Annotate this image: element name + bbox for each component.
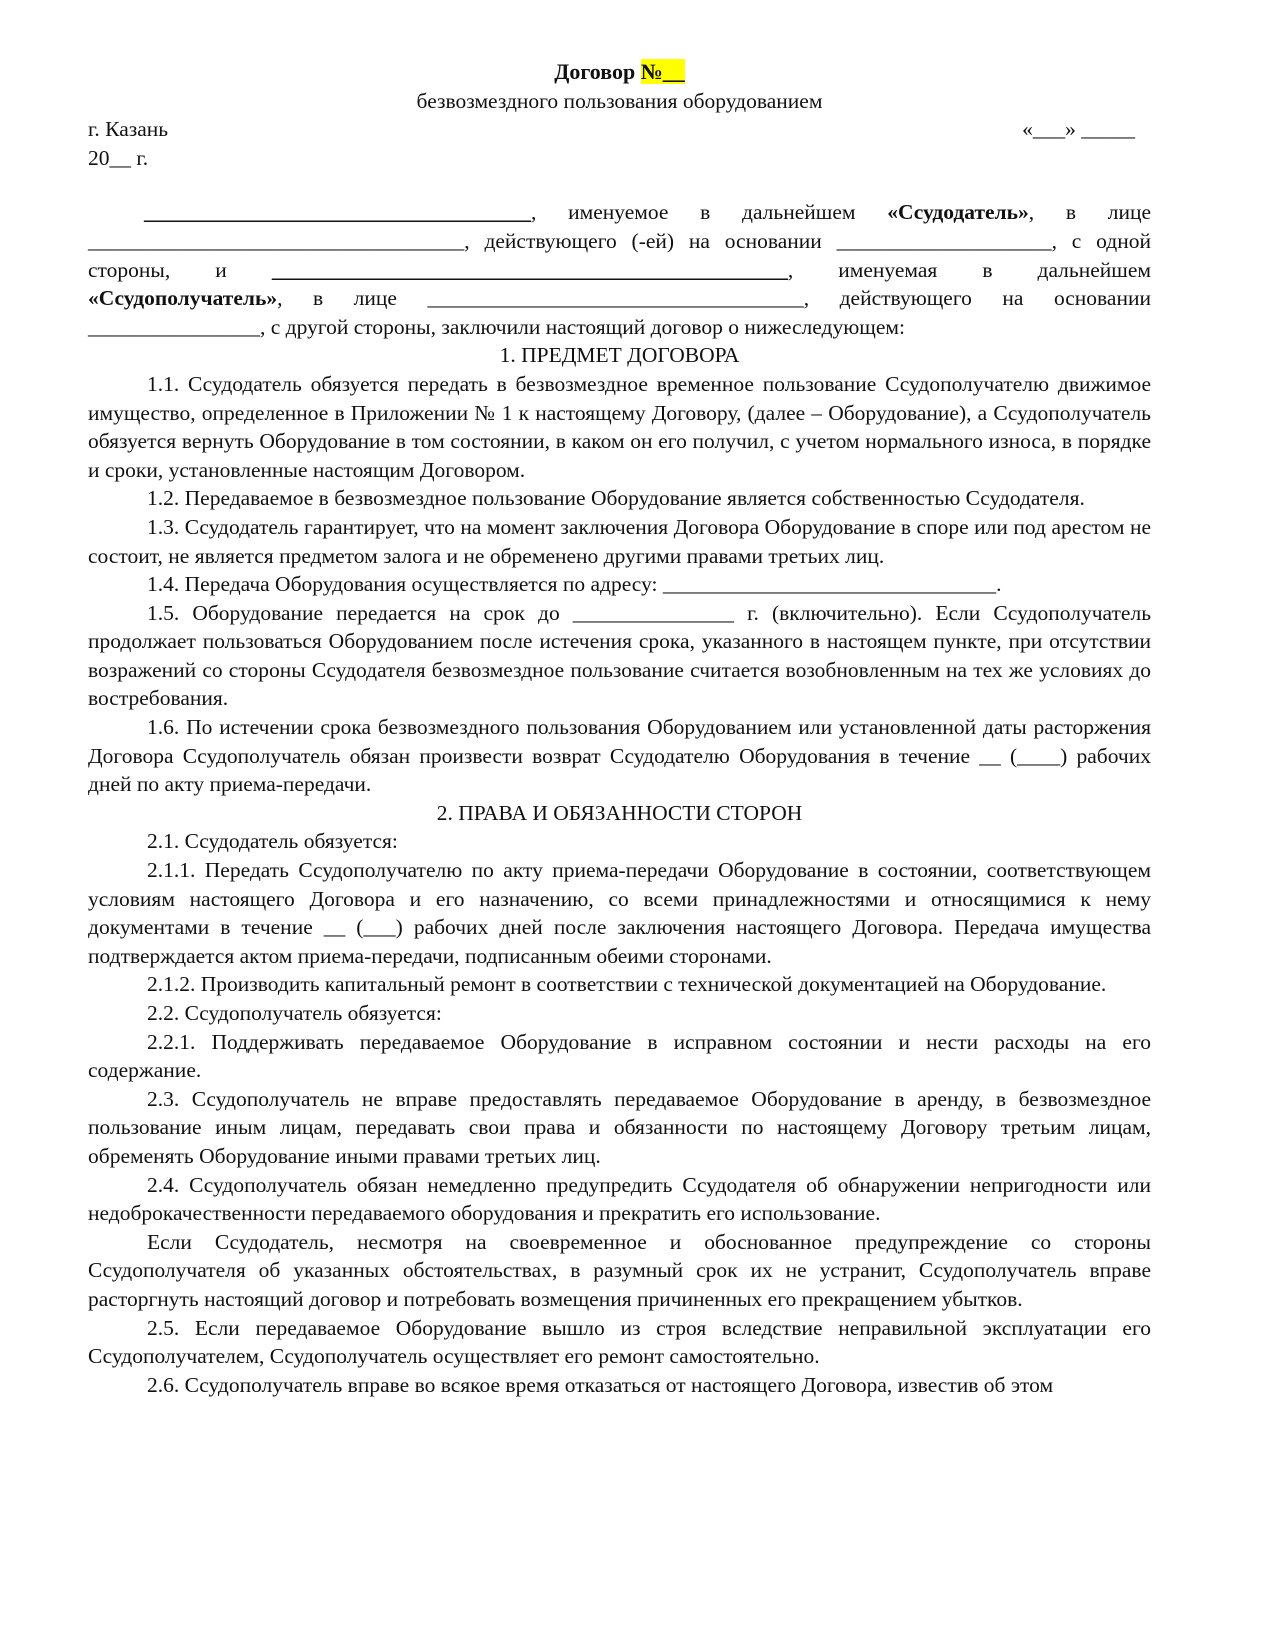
clause-2-1-1: 2.1.1. Передать Ссудополучателю по акту приема-передачи Оборудование в состоянии, соответствующем условиям настоящего Договора и его назначению, со всеми принадлежностями и относящимися к нему документами в течение __ (___) рабочих дней после заключения настоящего Договора. Передача имущества подтверждается актом приема-передачи, подписанным обеими сторонами. (88, 858, 1151, 968)
spacer (88, 172, 1151, 198)
clause-2-2-1: 2.2.1. Поддерживать передаваемое Оборудование в исправном состоянии и нести расходы на его содержание. (88, 1029, 1151, 1083)
title-text: Договор (554, 59, 641, 84)
date-day-month: «___» _____ (1022, 117, 1135, 142)
date-year: 20__ г. (88, 145, 149, 170)
clause-2-6: 2.6. Ссудополучатель вправе во всякое время отказаться от настоящего Договора, известив об этом (147, 1372, 1054, 1397)
section-heading-2: 2. ПРАВА И ОБЯЗАННОСТИ СТОРОН (436, 800, 803, 825)
clause-1-1: 1.1. Ссудодатель обязуется передать в безвозмездное временное пользование Ссудополучателю движимое имущество, определенное в Приложении № 1 к настоящему Договору, (далее – Оборудование), а Ссудополучатель обязуется вернуть Оборудование в том состоянии, в каком он его получил, с учетом нормального износа, в порядке и сроки, установленные настоящим Договором. (88, 371, 1151, 482)
clause-1-4: 1.4. Передача Оборудования осуществляется по адресу: _______________________________. (147, 572, 1002, 597)
clause-1-2: 1.2. Передаваемое в безвозмездное пользование Оборудование является собственностью Ссудодателя. (147, 486, 1085, 511)
borrower-term: «Ссудополучатель» (88, 286, 278, 311)
document-subtitle: безвозмездного пользования оборудованием (416, 88, 823, 113)
document-title (88, 58, 1151, 87)
place-date-row (88, 115, 1151, 144)
intro-text-2: , в лице ___________________________________, действующего (-ей) на основании ____________________, с одной стороны, и (88, 200, 1151, 282)
clause-1-5: 1.5. Оборудование передается на срок до _______________ г. (включительно). Если Ссудополучатель продолжает пользоваться Оборудованием после истечения срока, указанного в настоящем пункте, при отсутствии возражений со стороны Ссудодателя безвозмездное пользование считается возобновленным на тех же условиях до востребования. (88, 600, 1151, 711)
contract-number-highlight: №__ (640, 59, 685, 84)
section-heading-1: 1. ПРЕДМЕТ ДОГОВОРА (499, 343, 740, 368)
lender-term: «Ссудодатель» (887, 200, 1029, 225)
clause-2-2: 2.2. Ссудополучатель обязуется: (147, 1001, 442, 1025)
clause-2-4-continuation: Если Ссудодатель, несмотря на своевременное и обоснованное предупреждение со стороны Ссудополучателя об указанных обстоятельствах, в разумный срок их не устранит, Ссудополучатель вправе расторгнуть настоящий договор и потребовать возмещения причиненных его прекращением убытков. (88, 1229, 1151, 1311)
clause-2-4: 2.4. Ссудополучатель обязан немедленно предупредить Ссудодателя об обнаружении непригодности или недоброкачественности передаваемого оборудования и прекратить его использование. (88, 1172, 1151, 1226)
intro-text-3: , именуемая в дальнейшем (787, 257, 1151, 282)
clause-2-1-2: 2.1.2. Производить капитальный ремонт в соответствии с технической документацией на Оборудование. (147, 972, 1107, 997)
borrower-name-blank: ________________________________________________ (271, 257, 788, 282)
clause-1-3: 1.3. Ссудодатель гарантирует, что на момент заключения Договора Оборудование в споре или под арестом не состоит, не является предметом залога и не обременено другими правами третьих лиц. (88, 514, 1151, 568)
clause-1-6: 1.6. По истечении срока безвозмездного пользования Оборудованием или установленной даты расторжения Договора Ссудополучатель обязан произвести возврат Ссудодателю Оборудования в течение __ (____) рабочих дней по акту приема-передачи. (88, 715, 1151, 797)
clause-2-1: 2.1. Ссудодатель обязуется: (147, 829, 398, 854)
lender-name-blank: ____________________________________ (144, 200, 531, 225)
intro-paragraph (88, 198, 1151, 341)
intro-text-4: , в лице ___________________________________, действующего на основании ________________, с другой стороны, заключили настоящий договор о нижеследующем: (88, 286, 1151, 339)
intro-text-1: , именуемое в дальнейшем (531, 200, 888, 225)
clause-2-5: 2.5. Если передаваемое Оборудование вышло из строя вследствие неправильной эксплуатации его Ссудополучателем, Ссудополучатель осуществляет его ремонт самостоятельно. (88, 1315, 1151, 1369)
city: г. Казань (88, 117, 169, 142)
clause-2-3: 2.3. Ссудополучатель не вправе предоставлять передаваемое Оборудование в аренду, в безвозмездное пользование иным лицам, передавать свои права и обязанности по настоящему Договору третьим лицам, обременять Оборудование иными правами третьих лиц. (88, 1086, 1151, 1168)
